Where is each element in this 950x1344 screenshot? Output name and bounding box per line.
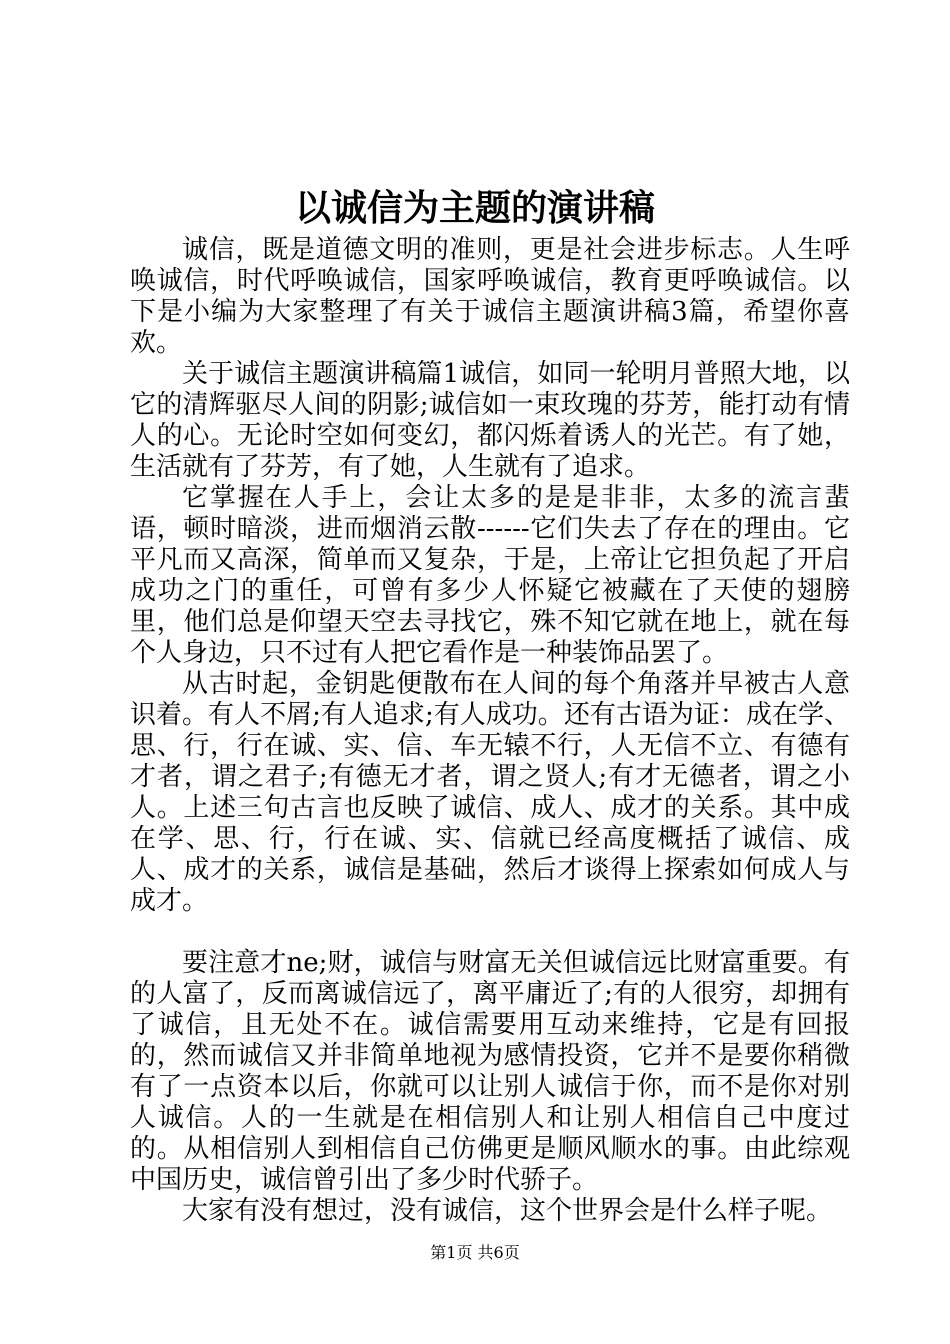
page-number-footer: 第1页 共6页 <box>430 1243 520 1262</box>
paragraph-speech-4: 要注意才ne;财，诚信与财富无关但诚信远比财富重要。有的人富了，反而离诚信远了，离平庸近了;有的人很穷，却拥有了诚信，且无处不在。诚信需要用互动来维持，它是有回报的，然而诚信又并非简单地视为感情投资，它并不是要你稍微有了一点资本以后，你就可以让别人诚信于你，而不是你对别人诚信。人的一生就是在相信别人和让别人相信自己中度过的。从相信别人到相信自己仿佛更是顺风顺水的事。由此综观中国历史，诚信曾引出了多少时代骄子。 <box>130 948 850 1195</box>
paragraph-gap <box>130 917 850 948</box>
document-body <box>130 235 850 1227</box>
paragraph-speech-1: 关于诚信主题演讲稿篇1诚信，如同一轮明月普照大地，以它的清辉驱尽人间的阴影;诚信如一束玫瑰的芬芳，能打动有情人的心。无论时空如何变幻，都闪烁着诱人的光芒。有了她，生活就有了芬芳，有了她，人生就有了追求。 <box>130 359 850 482</box>
paragraph-speech-3: 从古时起，金钥匙便散布在人间的每个角落并早被古人意识着。有人不屑;有人追求;有人成功。还有古语为证：成在学、思、行，行在诚、实、信、车无辕不行，人无信不立、有德有才者，谓之君子;有德无才者，谓之贤人;有才无德者，谓之小人。上述三句古言也反映了诚信、成人、成才的关系。其中成在学、思、行，行在诚、实、信就已经高度概括了诚信、成人、成才的关系，诚信是基础，然后才谈得上探索如何成人与成才。 <box>130 669 850 916</box>
paragraph-intro: 诚信，既是道德文明的准则，更是社会进步标志。人生呼唤诚信，时代呼唤诚信，国家呼唤诚信，教育更呼唤诚信。以下是小编为大家整理了有关于诚信主题演讲稿3篇，希望你喜欢。 <box>130 235 850 358</box>
document-title: 以诚信为主题的演讲稿 <box>294 187 655 229</box>
paragraph-speech-2: 它掌握在人手上，会让太多的是是非非，太多的流言蜚语，顿时暗淡，进而烟消云散------它们失去了存在的理由。它平凡而又高深，简单而又复杂，于是，上帝让它担负起了开启成功之门的重任，可曾有多少人怀疑它被藏在了天使的翅膀里，他们总是仰望天空去寻找它，殊不知它就在地上，就在每个人身边，只不过有人把它看作是一种装饰品罢了。 <box>130 483 850 668</box>
paragraph-speech-5: 大家有没有想过，没有诚信，这个世界会是什么样子呢。 <box>182 1196 833 1226</box>
